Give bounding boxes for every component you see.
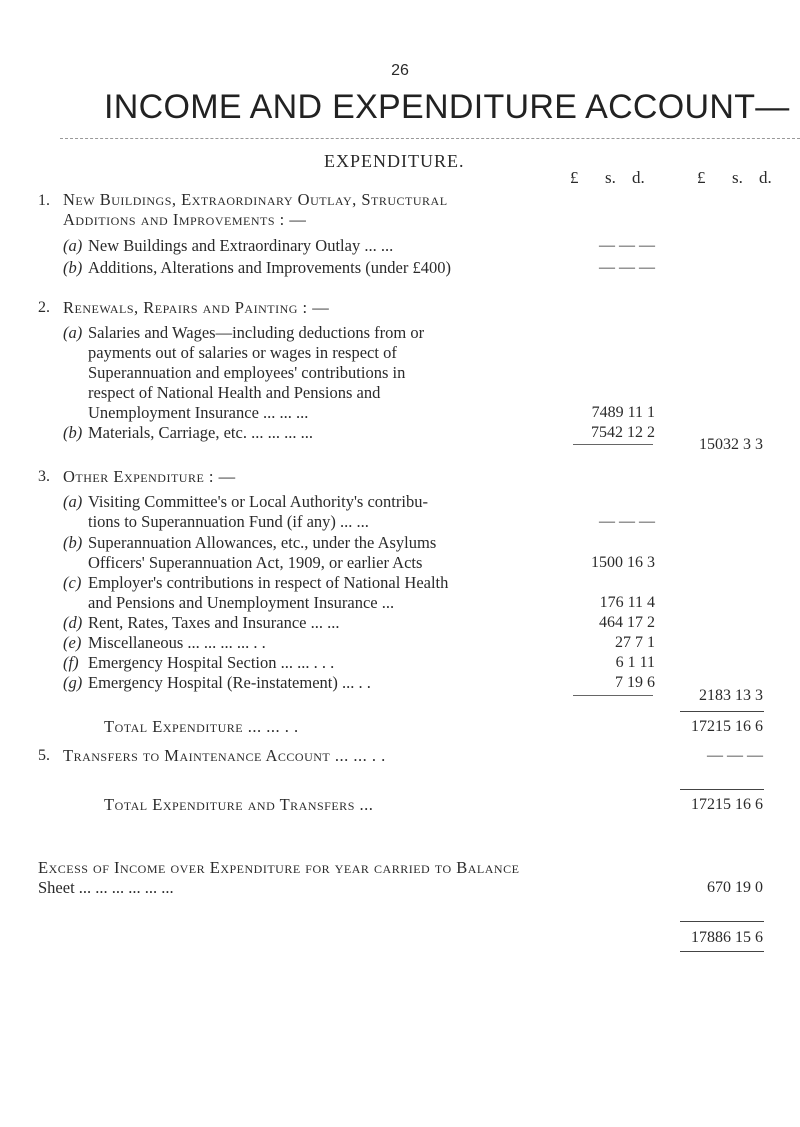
item2-number: 2. <box>38 299 50 316</box>
item1b-label: (b) <box>63 258 83 277</box>
item3c-line2: and Pensions and Unemployment Insurance ... <box>88 593 395 612</box>
item2a-amount: 7489 11 1 <box>591 404 655 421</box>
item3-subtotal: 2183 13 3 <box>699 687 763 704</box>
item3e-label: (e) <box>63 633 82 652</box>
total-expenditure-amount: 17215 16 6 <box>691 718 763 735</box>
item3d-text: Rent, Rates, Taxes and Insurance ... ... <box>88 613 340 632</box>
excess-amount: 670 19 0 <box>707 879 763 896</box>
col1-shillings-header: s. <box>605 168 616 187</box>
item2a-line1: Salaries and Wages—including deductions from or <box>88 323 425 342</box>
item2b-text: Materials, Carriage, etc. ... ... ... ... <box>88 423 313 442</box>
item3b-line2: Officers' Superannuation Act, 1909, or earlier Acts <box>88 553 423 572</box>
item5-amount: — — — <box>707 747 763 764</box>
item2a-line2: payments out of salaries or wages in respect of <box>88 343 397 362</box>
item3c-line1: Employer's contributions in respect of National Health <box>88 573 449 592</box>
item5-label: Transfers to Maintenance Account ... ... . . <box>63 746 386 765</box>
col1-pounds-header: £ <box>570 168 579 187</box>
item3a-line1: Visiting Committee's or Local Authority's contribu- <box>88 492 428 511</box>
item3f-text: Emergency Hospital Section ... ... . . . <box>88 653 335 672</box>
item3a-label: (a) <box>63 492 83 511</box>
item2a-line4: respect of National Health and Pensions and <box>88 383 381 402</box>
item3f-label: (f) <box>63 653 79 672</box>
item2b-label: (b) <box>63 423 83 442</box>
item3-heading: Other Expenditure : — <box>63 467 236 486</box>
item3d-amount: 464 17 2 <box>599 614 655 631</box>
item3c-amount: 176 11 4 <box>599 594 655 611</box>
total-expenditure-label: Total Expenditure ... ... . . <box>104 717 299 736</box>
item3b-line1: Superannuation Allowances, etc., under the Asylums <box>88 533 437 552</box>
total-transfers-amount: 17215 16 6 <box>691 796 763 813</box>
excess-line2: Sheet ... ... ... ... ... ... <box>38 878 174 897</box>
item1b-text: Additions, Alterations and Improvements (under £400) <box>88 258 451 277</box>
item3b-amount: 1500 16 3 <box>591 554 655 571</box>
item5-number: 5. <box>38 747 50 764</box>
item3d-label: (d) <box>63 613 83 632</box>
item1-number: 1. <box>38 192 50 209</box>
item1a-amount: — — — <box>599 237 655 254</box>
total-expenditure-rule <box>680 711 764 712</box>
grand-total-bottom-rule <box>680 951 764 952</box>
excess-line1: Excess of Income over Expenditure for year carried to Balance <box>38 858 520 877</box>
col2-pounds-header: £ <box>697 168 706 187</box>
item2a-line3: Superannuation and employees' contributions in <box>88 363 406 382</box>
col1-pence-header: d. <box>632 168 645 187</box>
grand-total-amount: 17886 15 6 <box>691 929 763 946</box>
item1a-label: (a) <box>63 236 83 255</box>
col2-shillings-header: s. <box>732 168 743 187</box>
item3a-amount: — — — <box>599 513 655 530</box>
item2-subtotal: 15032 3 3 <box>699 436 763 453</box>
item3g-label: (g) <box>63 673 83 692</box>
item3e-amount: 27 7 1 <box>615 634 655 651</box>
item2-sum-rule <box>573 444 653 445</box>
item3c-label: (c) <box>63 573 82 592</box>
item2a-label: (a) <box>63 323 83 342</box>
item3-sum-rule <box>573 695 653 696</box>
item2a-line5: Unemployment Insurance ... ... ... <box>88 403 309 422</box>
item3g-amount: 7 19 6 <box>615 674 655 691</box>
item3a-line2: tions to Superannuation Fund (if any) ... ... <box>88 512 369 531</box>
item3b-label: (b) <box>63 533 83 552</box>
item1b-amount: — — — <box>599 259 655 276</box>
item3f-amount: 6 1 11 <box>615 654 655 671</box>
item3-number: 3. <box>38 468 50 485</box>
title-divider <box>60 138 800 139</box>
item2-heading: Renewals, Repairs and Painting : — <box>63 298 330 317</box>
item1-heading-line2: Additions and Improvements : — <box>63 210 307 229</box>
item1a-text: New Buildings and Extraordinary Outlay ... ... <box>88 236 394 255</box>
total-transfers-label: Total Expenditure and Transfers ... <box>104 795 374 814</box>
grand-total-top-rule <box>680 921 764 922</box>
section-heading: EXPENDITURE. <box>324 151 465 171</box>
col2-pence-header: d. <box>759 168 772 187</box>
item1-heading-line1: New Buildings, Extraordinary Outlay, Structural <box>63 190 448 209</box>
page-title: INCOME AND EXPENDITURE ACCOUNT— <box>104 88 790 126</box>
page-number: 26 <box>391 62 409 79</box>
item3e-text: Miscellaneous ... ... ... ... . . <box>88 633 266 652</box>
item2b-amount: 7542 12 2 <box>591 424 655 441</box>
item3g-text: Emergency Hospital (Re-instatement) ... . . <box>88 673 371 692</box>
total-transfers-rule <box>680 789 764 790</box>
